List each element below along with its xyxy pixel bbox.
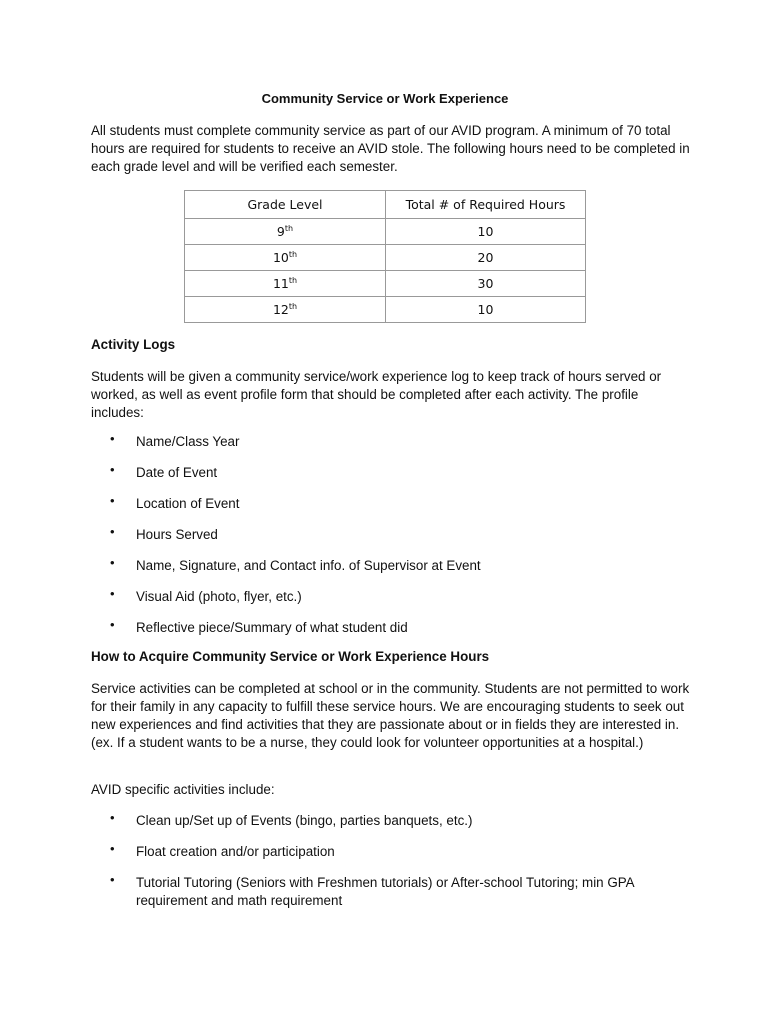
bullet-icon: •	[110, 524, 115, 539]
hours-cell: 10	[386, 219, 586, 245]
avid-activities-intro: AVID specific activities include:	[91, 782, 275, 797]
hours-cell: 20	[386, 245, 586, 271]
table-header-row	[185, 191, 586, 219]
intro-paragraph: All students must complete community service as part of our AVID program. A minimum of 70 total hours are required for students to receive an AVID stole. The following hours need to be completed in each grade level and will be verified each semester.	[91, 123, 690, 174]
grade-cell: 11th	[185, 271, 386, 297]
bullet-icon: •	[110, 493, 115, 508]
hours-cell: 30	[386, 271, 586, 297]
required-hours-table	[184, 190, 586, 323]
acquire-hours-paragraph: Service activities can be completed at school or in the community. Students are not permitted to work for their family in any capacity to fulfill these service hours. We are encouraging students to seek out new experiences and find activities that they are passionate about or in fields they are interested in. (ex. If a student wants to be a nurse, they could look for volunteer opportunities at a hospital.)	[91, 681, 690, 750]
list-item: • Location of Event	[110, 493, 240, 511]
table-header-grade: Grade Level	[185, 191, 386, 219]
grade-cell: 9th	[185, 219, 386, 245]
list-item: • Float creation and/or participation	[110, 841, 335, 859]
avid-activities-list	[110, 812, 656, 910]
list-item: • Name/Class Year	[110, 431, 240, 449]
grade-cell: 10th	[185, 245, 386, 271]
hours-cell: 10	[386, 297, 586, 323]
acquire-hours-heading: How to Acquire Community Service or Work Experience Hours	[91, 649, 490, 664]
table-row	[185, 245, 586, 271]
list-item: • Hours Served	[110, 524, 218, 542]
list-item: • Reflective piece/Summary of what student did	[110, 617, 408, 635]
bullet-icon: •	[110, 617, 115, 632]
activity-logs-heading: Activity Logs	[91, 337, 176, 352]
bullet-icon: •	[110, 431, 115, 446]
grade-cell: 12th	[185, 297, 386, 323]
document-title: Community Service or Work Experience	[261, 91, 509, 106]
table-row	[185, 297, 586, 323]
list-item: • Date of Event	[110, 462, 218, 480]
list-item: • Tutorial Tutoring (Seniors with Freshmen tutorials) or After-school Tutoring; min GPA requirement and math requirement	[110, 872, 634, 908]
table-row	[185, 219, 586, 245]
list-item: • Clean up/Set up of Events (bingo, parties banquets, etc.)	[110, 810, 473, 828]
list-item: • Name, Signature, and Contact info. of Supervisor at Event	[110, 555, 481, 573]
bullet-icon: •	[110, 586, 115, 601]
bullet-icon: •	[110, 555, 115, 570]
list-item: • Visual Aid (photo, flyer, etc.)	[110, 586, 302, 604]
bullet-icon: •	[110, 841, 115, 856]
activity-logs-paragraph: Students will be given a community service/work experience log to keep track of hours served or worked, as well as event profile form that should be completed after each activity. The profile includes:	[91, 369, 662, 420]
bullet-icon: •	[110, 872, 115, 887]
bullet-icon: •	[110, 810, 115, 825]
table-header-hours: Total # of Required Hours	[386, 191, 586, 219]
bullet-icon: •	[110, 462, 115, 477]
table-row	[185, 271, 586, 297]
profile-items-list	[110, 433, 481, 637]
